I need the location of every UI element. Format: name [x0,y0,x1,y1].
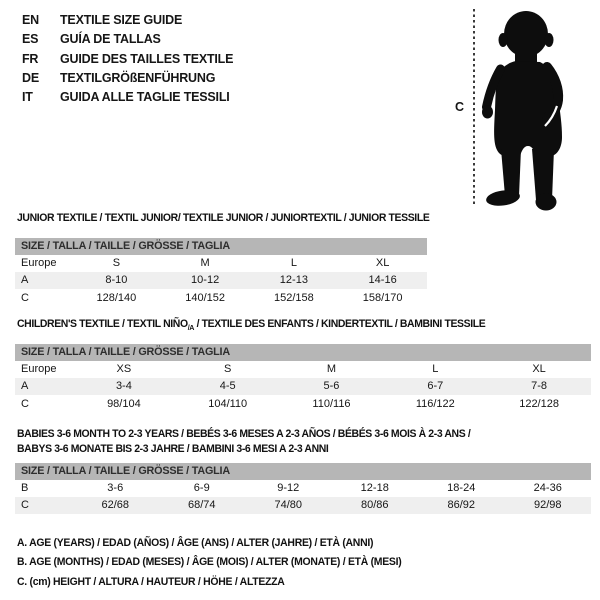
table-cell: 8-10 [105,274,128,287]
table-cell: 24-36 [533,482,562,495]
row-label: Europe [21,363,57,376]
table-row [15,272,427,289]
table-body [15,361,591,413]
title-text: CHILDREN'S TEXTILE / TEXTIL NIÑO [17,318,188,330]
title-subscript: /A [187,322,195,332]
children-size-table [15,344,591,412]
language-row [22,11,233,30]
title-line: BABYS 3-6 MONATE BIS 2-3 JAHRE / BAMBINI 3-6 MESI A 2-3 ANNI [17,443,329,456]
table-cell: 140/152 [185,291,225,304]
row-label: A [21,274,29,287]
language-label: TEXTILE SIZE GUIDE [60,13,183,27]
language-label: GUIDA ALLE TAGLIE TESSILI [60,90,230,105]
table-cell: 86/92 [447,499,476,512]
table-cell: 7-8 [531,380,548,393]
table-cell: XL [532,363,546,376]
table-body [15,480,591,515]
table-cell: L [432,363,439,376]
language-header [22,11,233,107]
table-cell: 18-24 [447,482,476,495]
row-label: C [21,397,29,410]
size-header-bar: SIZE / TALLA / TAILLE / GRÖSSE / TAGLIA [15,463,591,480]
table-cell: 98/104 [107,397,141,410]
table-row [15,497,591,514]
table-body [15,255,427,307]
row-label: Europe [21,257,57,270]
table-cell: 12-18 [360,482,389,495]
table-cell: 80/86 [360,499,389,512]
footnote-c: C. (cm) HEIGHT / ALTURA / HAUTEUR / HÖHE / ALTEZZA [17,575,285,588]
table-row [15,480,591,497]
children-table-title [17,318,485,330]
table-cell: 10-12 [191,274,220,287]
table-cell: 14-16 [368,274,397,287]
table-cell: M [326,363,337,376]
table-cell: 62/68 [101,499,130,512]
table-row [15,378,591,395]
table-cell: 116/122 [415,397,455,410]
table-cell: 128/140 [96,291,137,304]
table-cell: 9-12 [277,482,300,495]
table-cell: 5-6 [323,380,340,393]
footnote-a: A. AGE (YEARS) / EDAD (AÑOS) / ÂGE (ANS) / ALTER (JAHRE) / ETÀ (ANNI) [17,537,374,549]
table-cell: 104/110 [208,397,248,410]
title-line: BABIES 3-6 MONTH TO 2-3 YEARS / BEBÉS 3-6 MESES A 2-3 AÑOS / BÉBÉS 3-6 MOIS À 2-3 ANS / [17,428,471,440]
table-cell: 12-13 [279,274,308,287]
footnote-b: B. AGE (MONTHS) / EDAD (MESES) / ÂGE (MOIS) / ALTER (MONATE) / ETÀ (MESI) [17,556,402,569]
table-cell: XS [116,363,132,376]
junior-table-title: JUNIOR TEXTILE / TEXTIL JUNIOR/ TEXTILE JUNIOR / JUNIORTEXTIL / JUNIOR TESSILE [17,212,430,224]
table-cell: 68/74 [187,499,216,512]
babies-size-table [15,463,591,514]
table-cell: S [224,363,232,376]
language-label: GUÍA DE TALLAS [60,32,161,47]
language-row [22,69,233,88]
table-cell: M [200,257,210,270]
language-label: GUIDE DES TAILLES TEXTILE [60,51,234,66]
row-label: B [21,482,29,495]
table-cell: 6-9 [193,482,210,495]
table-cell: XL [375,257,390,270]
table-row [15,289,427,306]
language-code: DE [22,70,39,85]
height-measure-dashed-line [473,9,475,205]
language-code: ES [22,32,39,47]
language-code: FR [22,51,39,66]
row-label: C [21,499,29,512]
table-cell: 6-7 [427,380,444,393]
table-cell: 3-4 [115,380,132,393]
table-cell: 122/128 [519,397,559,410]
language-row [22,88,233,107]
table-cell: 92/98 [533,499,562,512]
table-row [15,361,591,378]
table-cell: 4-5 [219,380,236,393]
language-code: IT [22,90,33,105]
language-row [22,50,233,69]
footnotes [17,534,401,592]
language-label: TEXTILGRÖßENFÜHRUNG [60,70,216,85]
table-cell: S [112,257,121,270]
title-text: / TEXTILE DES ENFANTS / KINDERTEXTIL / BAMBINI TESSILE [194,318,486,330]
table-cell: 3-6 [107,482,124,495]
size-header-bar: SIZE / TALLA / TAILLE / GRÖSSE / TAGLIA [15,344,591,361]
table-cell: 110/116 [312,397,351,410]
row-label: A [21,380,29,393]
table-row [15,395,591,412]
junior-size-table [15,238,427,306]
language-row [22,30,233,49]
table-cell: 158/170 [362,291,403,304]
measure-label-c: C [455,100,465,114]
table-row [15,255,427,272]
size-header-bar: SIZE / TALLA / TAILLE / GRÖSSE / TAGLIA [15,238,427,255]
row-label: C [21,291,29,304]
language-code: EN [22,13,39,27]
toddler-silhouette-icon [482,9,576,211]
babies-table-title [17,427,470,458]
table-cell: 152/158 [273,291,314,304]
table-cell: L [290,257,297,270]
table-cell: 74/80 [274,499,303,512]
